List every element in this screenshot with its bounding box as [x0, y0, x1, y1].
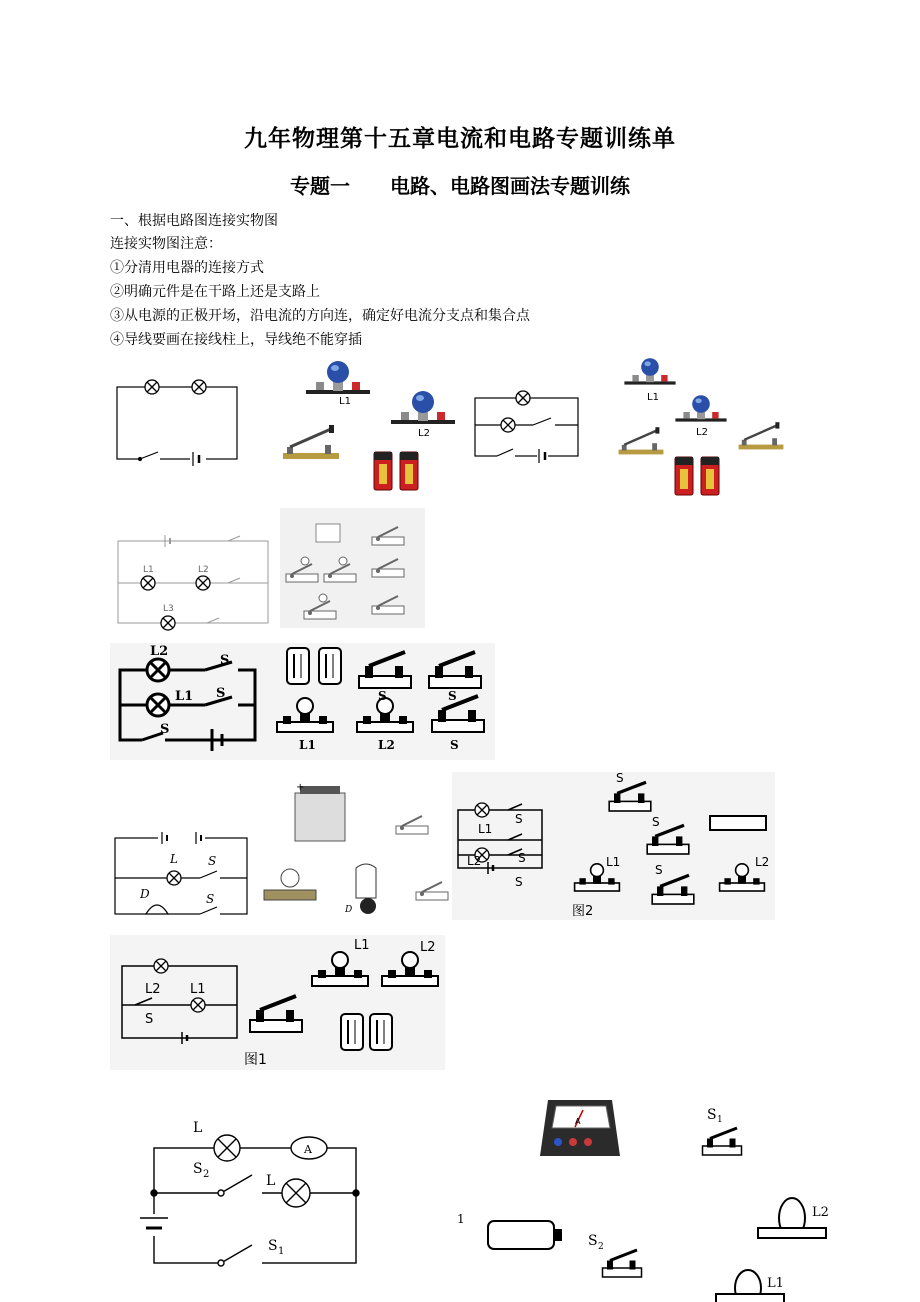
switch-s1-label: S [145, 1012, 154, 1027]
switch-s-label: S [160, 722, 170, 737]
switch-s1-label: S [652, 815, 660, 829]
circuit-diagram-7 [110, 935, 445, 1070]
switch-s2-label: S [193, 1161, 203, 1177]
lamp-l1-label: L1 [354, 938, 370, 953]
lamp-l1-label: L1 [339, 396, 351, 407]
lamp-l2-label: L2 [198, 565, 209, 575]
section-number: 专题一 [290, 174, 350, 198]
circuit-diagram-2 [475, 391, 578, 463]
switch-s-label: S [616, 771, 624, 785]
component-set-1 [283, 361, 455, 490]
instruction-item: ④导线要画在接线柱上，导线绝不能穿插 [110, 332, 362, 348]
lamp-l-label: L [193, 1120, 203, 1136]
lamp-l3-label: L3 [163, 604, 174, 614]
lamp-l2-label: L2 [420, 940, 436, 955]
figure-2-caption: 图2 [572, 904, 594, 919]
switch-s1-label: S [208, 854, 217, 868]
circuit-diagram-8 [140, 1120, 359, 1266]
bell-d-label: D [345, 905, 353, 915]
circuit-diagram-6 [452, 771, 775, 920]
switch-s1-label: S [268, 1238, 278, 1254]
lamp-l1-label: L1 [478, 822, 493, 836]
instruction-item: ③从电源的正极开场，沿电流的方向连，确定好电流分支点和集合点 [110, 308, 530, 324]
component-set-2 [619, 358, 784, 495]
lamp-l2-label: L2 [696, 427, 708, 438]
switch-s2-label: S [206, 892, 215, 906]
switch-s1-label: S [515, 812, 523, 826]
lamp-l2-label: L2 [755, 855, 770, 869]
instruction-heading: 一、根据电路图连接实物图 [110, 213, 278, 229]
lamp-l-label: L [170, 852, 178, 866]
lamp-l1-label: L1 [299, 738, 316, 752]
ammeter-dial-label: A [575, 1117, 581, 1126]
figure-1-caption: 图1 [244, 1052, 267, 1068]
lamp-l2-label: L2 [418, 428, 430, 439]
instruction-item: ②明确元件是在干路上还是支路上 [110, 284, 320, 300]
lamp-l2-label: L2 [467, 854, 482, 868]
lamp-l1-label: L1 [647, 392, 659, 403]
component-set-8 [457, 1100, 829, 1302]
bell-d-label: D [140, 887, 150, 901]
lamp-l1-label: L1 [767, 1276, 784, 1291]
switch-s2-label: S [220, 653, 230, 668]
circuit-diagram-1 [117, 380, 237, 466]
switch-s2-label: S [450, 738, 459, 752]
svg-text:+: + [296, 782, 305, 793]
lamp-l1-label: L1 [606, 855, 621, 869]
switch-s1-subscript: 1 [717, 1115, 723, 1125]
lamp-l2-label: L2 [145, 982, 161, 997]
switch-s2-subscript: 2 [598, 1242, 604, 1252]
lamp-l2-label: L2 [378, 738, 395, 752]
lamp-l1-label: L1 [175, 689, 194, 704]
switch-s2-label: S [655, 863, 663, 877]
circuit-diagram-3 [118, 535, 268, 630]
switch-s2-label: S [588, 1233, 598, 1249]
instruction-item: ①分清用电器的连接方式 [110, 260, 264, 276]
switch-s2-label: S [518, 851, 526, 865]
switch-s1-label: S [216, 686, 226, 701]
lamp-l-label: L [266, 1173, 276, 1189]
page-title: 九年物理第十五章电流和电路专题训练单 [244, 125, 676, 152]
switch-s-label: S [515, 875, 523, 889]
section-topic: 电路、电路图画法专题训练 [390, 174, 630, 198]
lamp-l1-label: L1 [143, 565, 154, 575]
component-set-3 [280, 508, 425, 628]
instruction-intro: 连接实物图注意： [110, 236, 222, 252]
circuit-diagram-5 [115, 832, 247, 914]
switch-s1-label: S [707, 1107, 717, 1123]
component-set-5 [264, 782, 448, 915]
lamp-l2-label: L2 [812, 1205, 829, 1220]
lamp-l2-label: L2 [150, 644, 169, 659]
switch-s-label: S [378, 689, 387, 703]
switch-s1-label: S [448, 689, 457, 703]
lamp-l1-label: L1 [190, 982, 206, 997]
switch-s1-subscript: 1 [278, 1246, 285, 1257]
switch-s2-subscript: 2 [203, 1169, 210, 1180]
page-number: 1 [457, 1212, 465, 1226]
ammeter-symbol: A [304, 1143, 312, 1156]
